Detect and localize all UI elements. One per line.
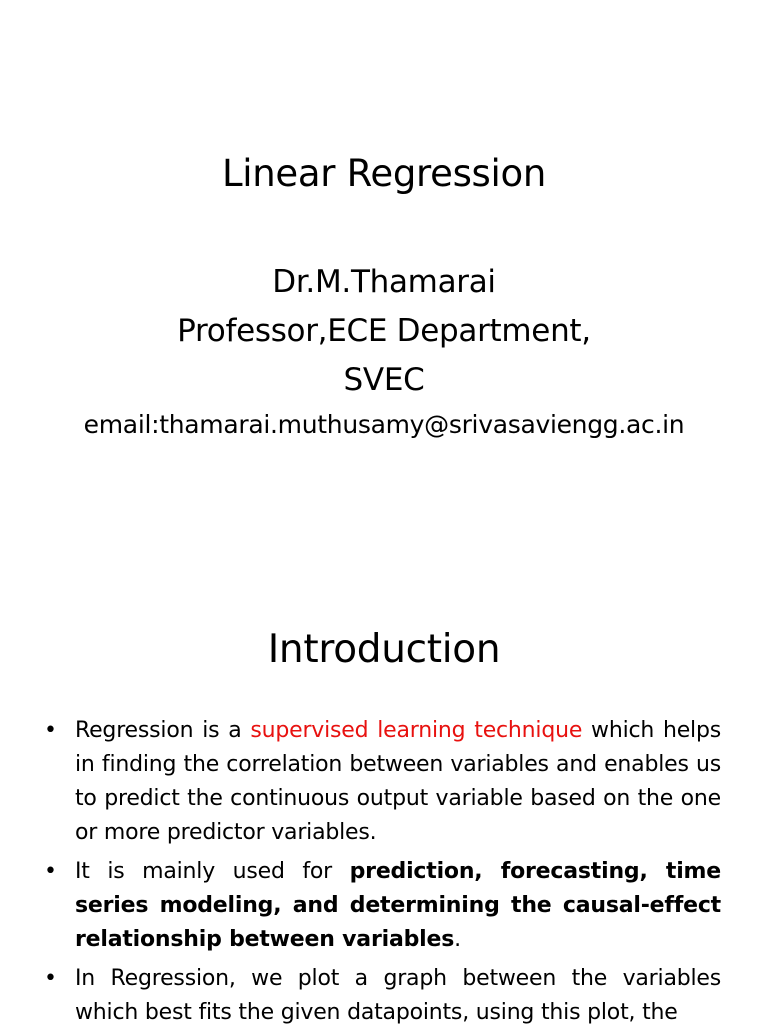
bullet-text: which helps in finding the correlation between variables and enables us to predict the continuous output variable based on the one or more predictor variables. xyxy=(75,718,721,845)
bullet-item-regression-plot xyxy=(44,962,721,1030)
author-block xyxy=(0,258,768,444)
slide-title: Introduction xyxy=(267,627,501,672)
introduction-slide xyxy=(0,576,768,1024)
author-name: Dr.M.Thamarai xyxy=(272,264,496,300)
highlight-text: supervised learning technique xyxy=(250,718,583,743)
author-title: Professor,ECE Department, xyxy=(177,313,591,349)
bullet-item-regression-uses xyxy=(44,855,721,957)
bullet-text: . xyxy=(454,927,461,952)
bullet-list xyxy=(44,714,721,1035)
bullet-text: It is mainly used for xyxy=(75,859,350,884)
author-institution: SVEC xyxy=(343,362,425,398)
bullet-item-regression-definition xyxy=(44,714,721,850)
author-email: email:thamarai.muthusamy@srivasaviengg.ac.in xyxy=(83,410,685,439)
bold-text: prediction, forecasting, time series modeling, and determining the causal-effect relationship between variables xyxy=(75,859,721,952)
bullet-text: Regression is a xyxy=(75,718,251,743)
slide-title: Linear Regression xyxy=(221,152,547,195)
bullet-text: In Regression, we plot a graph between the variables which best fits the given datapoints, using this plot, the xyxy=(75,966,721,1025)
